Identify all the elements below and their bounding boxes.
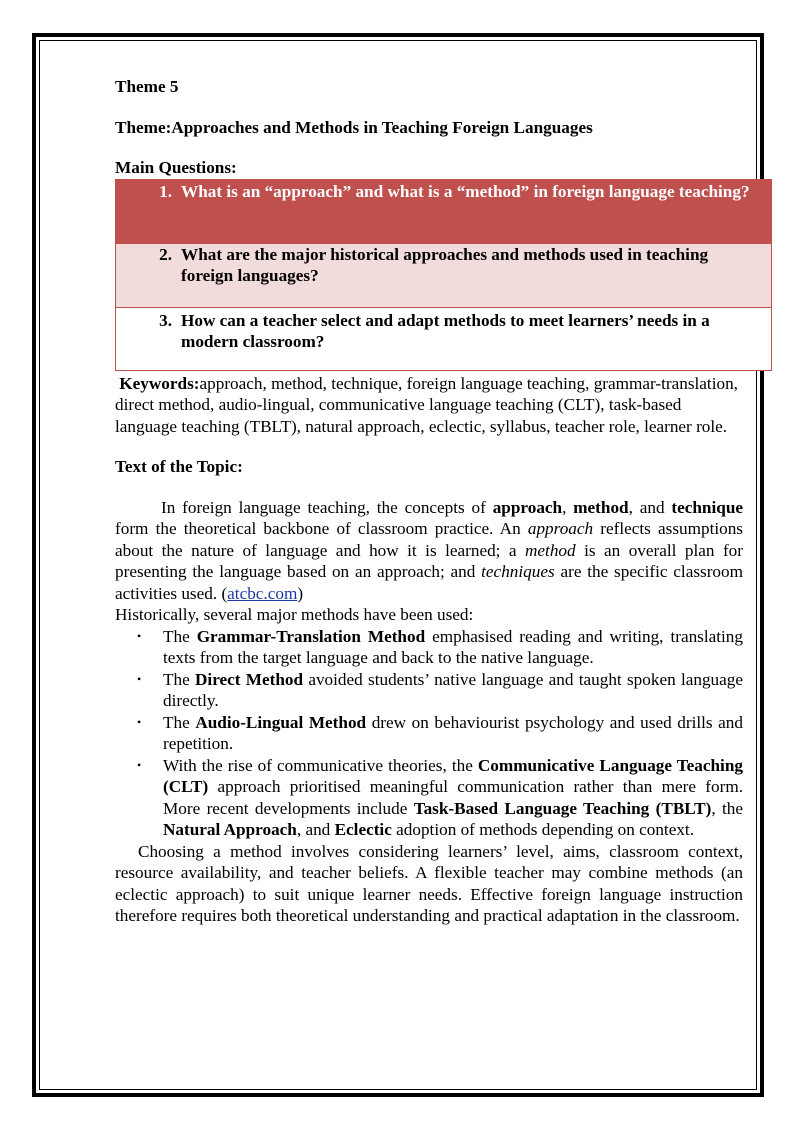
question-text: What is an “approach” and what is a “method” in foreign language teaching? bbox=[181, 181, 750, 201]
main-questions-table bbox=[115, 179, 772, 371]
document-content bbox=[115, 76, 750, 927]
question-text: What are the major historical approaches and methods used in teaching foreign languages? bbox=[181, 244, 709, 285]
methods-list bbox=[115, 626, 743, 841]
bullet-icon: • bbox=[137, 757, 142, 772]
keywords-paragraph bbox=[115, 373, 743, 438]
keywords-text: approach, method, technique, foreign language teaching, grammar-translation, direct method, audio-lingual, communicative language teaching (CLT), task-based language teaching (TBLT), natural approach, eclectic, syllabus, teacher role, learner role. bbox=[115, 373, 738, 436]
list-item: • The Audio-Lingual Method drew on behaviourist psychology and used drills and repetition. bbox=[137, 712, 743, 753]
list-item: • The Grammar-Translation Method emphasised reading and writing, translating texts from the target language and back to the native language. bbox=[137, 626, 743, 667]
theme-title: Theme:Approaches and Methods in Teaching Foreign Languages bbox=[115, 117, 593, 137]
question-row bbox=[116, 179, 772, 243]
list-item: • The Direct Method avoided students’ native language and taught spoken language directly. bbox=[137, 669, 743, 710]
bullet-icon: • bbox=[137, 628, 142, 643]
bullet-icon: • bbox=[137, 714, 142, 729]
historically-line: Historically, several major methods have been used: bbox=[115, 605, 474, 624]
text-of-topic-heading: Text of the Topic: bbox=[115, 457, 243, 476]
intro-paragraph: In foreign language teaching, the concepts of approach, method, and technique form the theoretical backbone of classroom practice. An approach reflects assumptions about the nature of language and how it is learned; a method is an overall plan for presenting the language based on an approach; and techniques are the specific classroom activities used. (atcbc.com) bbox=[115, 497, 744, 603]
source-link[interactable]: atcbc.com bbox=[227, 583, 298, 603]
question-number: 2. bbox=[159, 244, 172, 264]
keywords-label: Keywords: bbox=[119, 373, 200, 393]
bullet-icon: • bbox=[137, 671, 142, 686]
question-row bbox=[116, 243, 772, 307]
question-text: How can a teacher select and adapt methods to meet learners’ needs in a modern classroom? bbox=[181, 310, 710, 351]
question-number: 3. bbox=[159, 310, 172, 330]
closing-paragraph: Choosing a method involves considering learners’ level, aims, classroom context, resource availability, and teacher beliefs. A flexible teacher may combine methods (an eclectic approach) to suit unique learner needs. Effective foreign language instruction therefore requires both theoretical understanding and practical adaptation in the classroom. bbox=[115, 841, 743, 925]
theme-number: Theme 5 bbox=[115, 77, 179, 96]
main-questions-label: Main Questions: bbox=[115, 158, 237, 177]
list-item: • With the rise of communicative theories, the Communicative Language Teaching (CLT) approach prioritised meaningful communication rather than mere form. More recent developments include Task-Based Language Teaching (TBLT), the Natural Approach, and Eclectic adoption of methods depending on context. bbox=[137, 755, 744, 839]
question-row bbox=[116, 307, 772, 370]
question-number: 1. bbox=[159, 181, 172, 201]
